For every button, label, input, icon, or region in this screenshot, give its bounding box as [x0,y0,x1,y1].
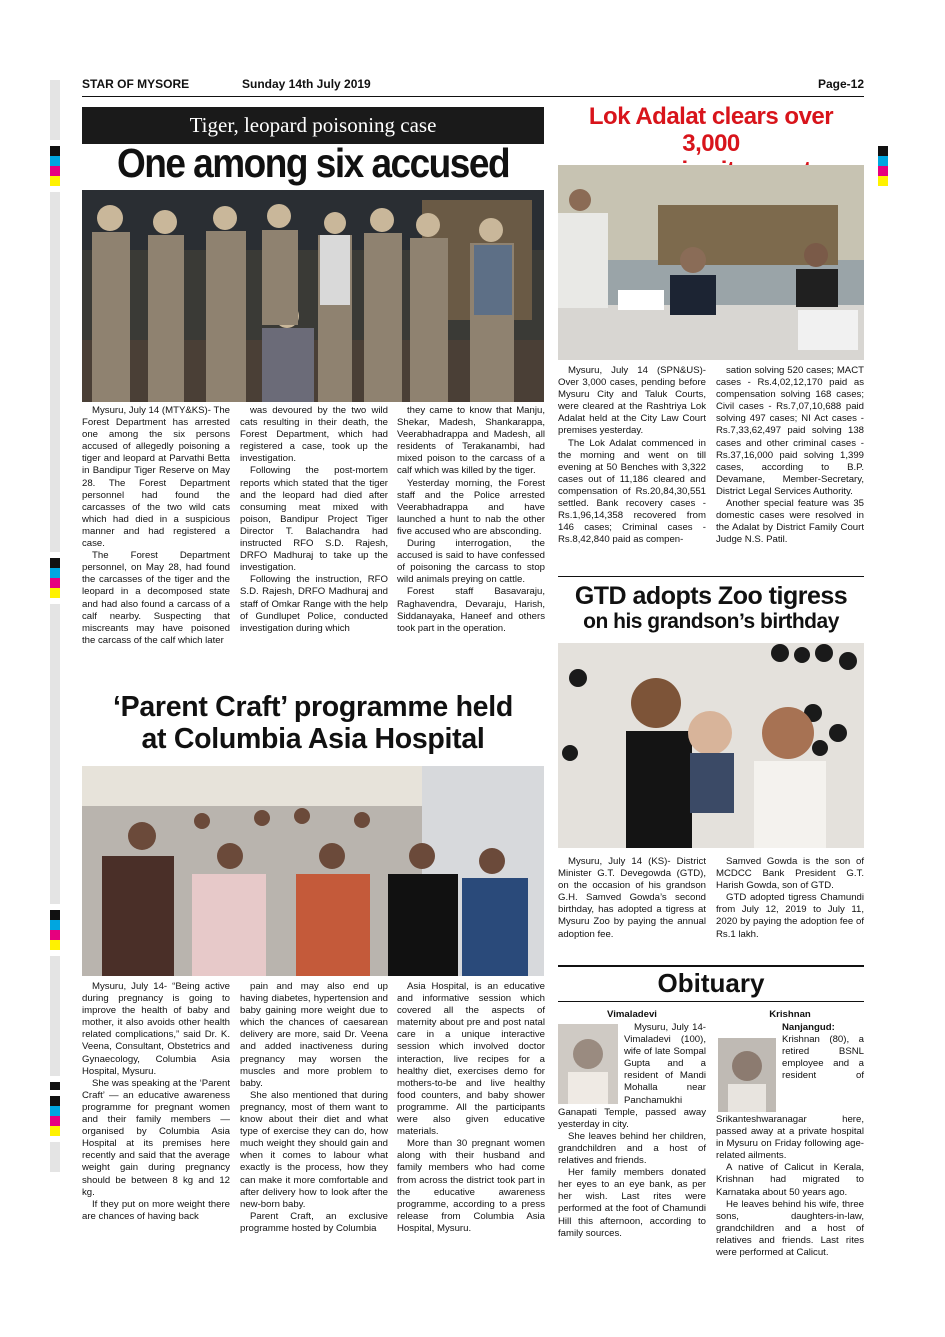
paragraph: Samved Gowda is the son of MCDCC Bank President G.T. Harish Gowda, son of GTD. [716,856,864,892]
paragraph: Mysuru, July 14 (MTY&KS)- The Forest Department has arrested one among the six persons accused of allegedly poisoning a tiger and leopard at Parvathi Betta in Bandipur Tiger Reserve on May 28. The Forest Department personnel had found the carcasses of the two wild cats which had died in a suspicious manner and had registered a case. [82,405,230,550]
paragraph: Asia Hospital, is an educative and informative session which covered all the aspects of maternity about pre and post natal care in a unique interactive session which involved doctor interaction, live recipes for a healthy diet, exercises demo for mothers-to-be and live healthy food counters, and baby shower programme. All the participants were also given educative materials. [397,981,545,1138]
paragraph: Following the post-mortem reports which stated that the tiger and the leopard had died after consuming meat mixed with poison, Bandipur Project Tiger Director T. Balachandra had instructed RFO S.D. Rajesh, DRFO Madhuraj to take up the investigation. [240,465,388,574]
tiger-kicker: Tiger, leopard poisoning case [82,107,544,144]
paragraph: Yesterday morning, the Forest staff and the Police arrested Veerabhadrappa and have launched a hunt to nab the other five accused who are absconding. [397,477,545,537]
tiger-column-1 [82,405,230,647]
masthead-rule [82,96,864,97]
headline-line: GTD adopts Zoo tigress [574,582,848,610]
obituary-vimaladevi-text [558,1022,706,1240]
paragraph: She also mentioned that during pregnancy, most of them want to know about their diet and what type of exercise they can do, how much weight they should gain and when it comes to labour what exactly is the process, how they can make it more comfortable and after delivery how to look after the new-born baby. [240,1089,388,1210]
paragraph: GTD adopted tigress Chamundi from July 12, 2019 to July 11, 2020 by paying the adoption fee of Rs.1 lakh. [716,892,864,940]
paragraph: The Forest Department personnel, on May 28, had found the carcasses of the tiger and the leopard in a decomposed state and had also found a carcass of a calf nearby. Suspecting that miscreants may have poisoned the carcass of the calf which later [82,550,230,646]
krishnan-portrait [716,1036,780,1114]
obituary-name-vimaladevi: Vimaladevi [607,1009,657,1020]
obituary-name-krishnan: Krishnan [769,1009,811,1020]
paragraph: Her family members donated her eyes to an eye bank, as per her wish. Last rites were performed at the foot of Chamundi Hill this afternoon, according to family sources. [558,1167,706,1239]
lok-adalat-column-2 [716,365,864,546]
gtd-headline [558,582,864,634]
paragraph: The Lok Adalat commenced in the morning and went on till evening at 50 Benches with 3,322 cases out of 11,186 cleared and compensation of Rs.20,84,30,551 settled. Bank recovery cases - Rs.1,96,14,358 recovered from 146 cases; Criminal cases - Rs.8,42,840 paid as compen- [558,437,706,546]
paragraph: A native of Calicut in Kerala, Krishnan had migrated to Karnataka about 50 years ago. [716,1162,864,1198]
paragraph: He leaves behind his wife, three sons, daughters-in-law, grandchildren and a host of relatives and friends. Last rites were performed at Calicut. [716,1198,864,1259]
headline-line: at Columbia Asia Hospital [141,722,485,755]
obituary-heading: Obituary [657,968,765,998]
paragraph: sation solving 520 cases; MACT cases - Rs.4,02,12,170 paid as compensation solving 168 cases; Civil cases - Rs.7,07,10,688 paid solving 497 cases; NI Act cases - Rs.7,33,62,497 paid solving 138 cases and other criminal cases - Rs.37,16,000 paid solving 1,399 cases, according to B.P. Devamane, Member-Secretary, District Legal Services Authority. [716,365,864,497]
vimaladevi-portrait [558,1024,618,1104]
paragraph: She was speaking at the ‘Parent Craft’ — an educative awareness programme for pregnant women and their family members — organised by Columbia Asia Hospital at its premises here recently and said that the average weight gain during pregnancy should be between 8 kg and 12 kg. [82,1077,230,1198]
paragraph: pain and may also end up having diabetes, hypertension and baby gaining more weight due to which the chances of caesarean delivery are more, said Dr. Veena and added inactiveness during pregnancy may worsen the muscles and more problem to baby. [240,981,388,1089]
paragraph-text: Krishnan (80), a retired BSNL employee and a resident of Srikanteshwaranagar here, passed away at a private hospital in Mysuru on Friday following age-related ailments. [716,1034,864,1162]
tiger-headline: One among six accused [116,140,510,186]
gtd-column-1 [558,856,706,941]
paragraph: Parent Craft, an exclusive programme hosted by Columbia [240,1210,388,1234]
headline-line: ‘Parent Craft’ programme held [113,691,513,723]
paragraph: Mysuru, July 14- Vimaladevi (100), wife of late Sompal Gupta and a resident of Mandi Mohalla near Panchamukhi Ganapati Temple, passed away yesterday in city. [558,1022,706,1130]
parent-craft-photo [82,766,544,976]
parent-craft-column-1 [82,981,230,1223]
paragraph: was devoured by the two wild cats resulting in their death, the Forest Department, which had registered a case, took up the investigation. [240,405,388,465]
paragraph: During interrogation, the accused is said to have confessed of poisoning the carcass to stop wild animals preying on cattle. [397,538,545,586]
paper-name: STAR OF MYSORE [82,77,190,91]
tiger-column-3 [397,405,545,635]
page-number: Page-12 [817,77,864,91]
parent-craft-column-3 [397,981,545,1235]
paragraph: Following the instruction, RFO S.D. Rajesh, DRFO Madhuraj and staff of Omkar Range with the help of Gundlupet Police, conducted investigation during which [240,574,388,634]
tiger-column-2 [240,405,388,635]
section-rule [558,576,864,577]
gtd-column-2 [716,856,864,941]
masthead [82,77,864,95]
paragraph: Mysuru, July 14 (KS)- District Minister G.T. Devegowda (GTD), on the occasion of his grandson G.H. Samved Gowda’s second birthday, has adopted a tigress at Mysuru Zoo by paying the annual adoption fee. [558,856,706,940]
paragraph: Another special feature was 35 domestic cases were resolved in the Adalat by District Family Court Judge N.S. Patil. [716,498,864,546]
paragraph: Forest staff Basavaraju, Raghavendra, Devaraju, Harish, Siddanayaka, Haneef and others took part in the operation. [397,586,545,634]
issue-date: Sunday 14th July 2019 [242,77,371,91]
paragraph: More than 30 pregnant women along with their husband and family members who had come from across the district took part in the educative awareness programme, according to a press release from Columbia Asia Hospital, Mysuru. [397,1138,545,1234]
tiger-arrest-photo [82,190,544,402]
paragraph: Mysuru, July 14 (SPN&US)- Over 3,000 cases, pending before Mysuru City and Taluk Courts, were cleared at the Rashtriya Lok Adalat held at the City Law Court premises yesterday. [558,365,706,437]
lok-adalat-column-1 [558,365,706,546]
paragraph: Mysuru, July 14- “Being active during pregnancy is going to improve the health of baby and mother, it also avoids other health related complications,” said Dr. K. Veena, Consultant, Obstetrics and Gynaecology, Columbia Asia Hospital, Mysuru. [82,981,230,1077]
obituary-bottom-rule [558,1001,864,1002]
dateline: Nanjangud: [782,1022,835,1033]
paragraph: they came to know that Manju, Shekar, Madesh, Shankarappa, Veerabhadrappa and Madesh, all residents of Terakanambi, had mixed poison to the carcass of a calf which was killed by the tiger. [397,405,545,477]
headline-line: Lok Adalat clears over 3,000 [588,103,834,157]
lok-adalat-photo [558,165,864,360]
paragraph: She leaves behind her children, grandchildren and a host of relatives and friends. [558,1130,706,1167]
headline-line: on his grandson’s birthday [583,610,839,633]
gtd-photo [558,643,864,848]
registration-marks-left [50,80,60,1178]
parent-craft-column-2 [240,981,388,1235]
parent-craft-headline [82,692,544,756]
paragraph: If they put on more weight there are chances of having back [82,1198,230,1222]
registration-marks-right [878,80,888,186]
